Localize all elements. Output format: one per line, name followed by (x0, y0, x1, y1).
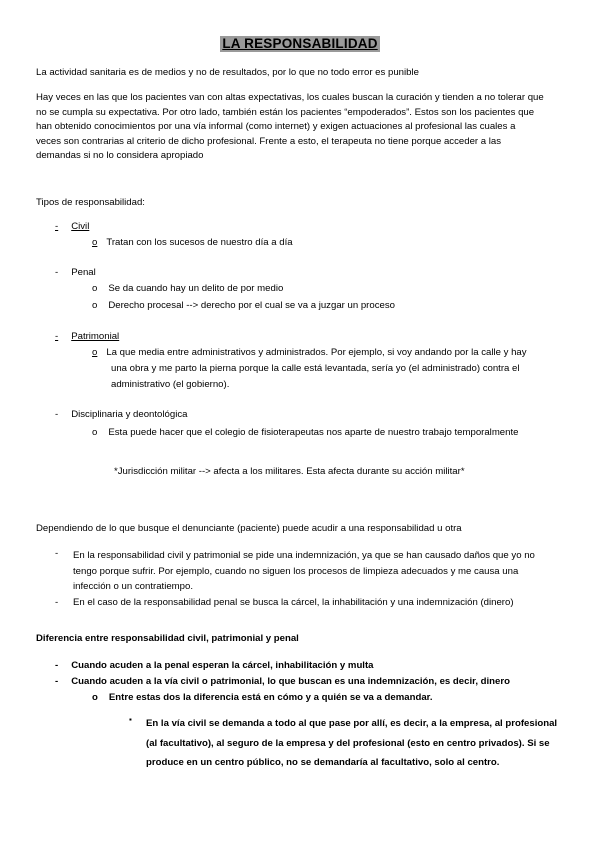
circle-marker: o (92, 237, 98, 248)
disciplinaria-label: Disciplinaria y deontológica (71, 409, 188, 420)
den-item (55, 597, 58, 608)
dash-marker: - (55, 548, 59, 559)
intro-paragraph-line: demandas si no lo considera apropiado (36, 150, 204, 162)
patrimonial-item (55, 331, 119, 342)
circle-marker: o (92, 283, 98, 294)
circle-marker: o (92, 692, 98, 703)
dif-item-text: Cuando acuden a la penal esperan la cárcel, inhabilitación y multa (71, 660, 374, 671)
page-title-wrap (0, 36, 600, 52)
patrimonial-subitem (92, 347, 527, 358)
penal-subitem (92, 300, 395, 311)
civil-subitem (92, 237, 293, 248)
den-item (55, 548, 58, 559)
dif-item (55, 660, 374, 671)
dash-marker: - (55, 676, 59, 687)
den-item-line: tengo porque sufrir. Por ejemplo, cuando no siguen los procesos de limpieza adecuados y me causa una (73, 565, 519, 577)
disciplinaria-item (55, 409, 187, 420)
intro-paragraph (36, 91, 566, 164)
den-item-line: En el caso de la responsabilidad penal se busca la cárcel, la inhabilitación y una indemnización (dinero) (73, 597, 514, 608)
dash-marker: - (55, 409, 59, 420)
dif-sub-text: Entre estas dos la diferencia está en cómo y a quién se va a demandar. (108, 692, 433, 703)
civil-item (55, 221, 89, 232)
civil-label: Civil (71, 221, 90, 232)
dif-subsub-line: En la vía civil se demanda a todo al que pase por allí, es decir, a la empresa, al profesional (146, 718, 558, 729)
dif-subsub (146, 714, 557, 773)
square-marker: ▪ (129, 715, 132, 724)
circle-marker: o (92, 347, 98, 358)
den-item-line: En la responsabilidad civil y patrimonial se pide una indemnización, ya que se han causado daños que yo no (73, 550, 535, 561)
dash-marker: - (55, 221, 59, 232)
dash-marker: - (55, 597, 59, 608)
intro-paragraph-line: Hay veces en las que los pacientes van con altas expectativas, los cuales buscan la curación y tienden a no tolerar que (36, 92, 544, 103)
dif-item-text: Cuando acuden a la vía civil o patrimonial, lo que buscan es una indemnización, es decir, dinero (71, 676, 510, 687)
disciplinaria-subitem (92, 427, 518, 438)
disciplinaria-desc: Esta puede hacer que el colegio de fisioterapeutas nos aparte de nuestro trabajo temporalmente (108, 427, 519, 438)
tipos-heading: Tipos de responsabilidad: (36, 197, 145, 208)
patrimonial-line: una obra y me parto la pierna porque la calle está levantada, sería yo (el administrado) contra el (111, 363, 520, 374)
penal-subitem (92, 283, 283, 294)
dif-subsub-line: (al facultativo), al seguro de la empresa y del profesional (esto en centro privados). Si se (146, 737, 550, 749)
circle-marker: o (92, 300, 98, 311)
patrimonial-line: La que media entre administrativos y administrados. Por ejemplo, si voy andando por la calle y hay (106, 347, 527, 358)
penal-label: Penal (71, 267, 96, 278)
page-title: LA RESPONSABILIDAD (222, 36, 378, 51)
penal-desc-1: Se da cuando hay un delito de por medio (108, 283, 284, 294)
intro-paragraph-line: han obtenido conocimientos por una vía informal (como internet) y exigen actuaciones al profesional las cuales a (36, 121, 516, 133)
penal-item (55, 267, 96, 278)
intro-paragraph-line: no se cumpla su expectativa. Por otro lado, también están los pacientes “empoderados”. Estos son los pacientes que (36, 106, 535, 118)
militar-note: *Jurisdicción militar --> afecta a los militares. Esta afecta durante su acción militar* (114, 466, 465, 477)
intro-line: La actividad sanitaria es de medios y no de resultados, por lo que no todo error es punible (36, 67, 419, 78)
penal-desc-2: Derecho procesal --> derecho por el cual se va a juzgar un proceso (108, 300, 395, 311)
dash-marker: - (55, 660, 59, 671)
den-item-text (73, 548, 535, 595)
denunciante-line: Dependiendo de lo que busque el denunciante (paciente) puede acudir a una responsabilidad u otra (36, 523, 462, 534)
dif-subitem (92, 692, 433, 703)
dash-marker: - (55, 267, 59, 278)
diferencia-heading: Diferencia entre responsabilidad civil, patrimonial y penal (36, 633, 299, 644)
intro-paragraph-line: veces son contrarias al criterio de dicho profesional. Frente a esto, el terapeuta no tiene porque acceder a las (36, 135, 502, 147)
dif-subsub-line: produce en un centro público, no se demandaría al facultativo, solo al centro. (146, 757, 500, 768)
patrimonial-line: administrativo (el gobierno). (111, 379, 230, 390)
dash-marker: - (55, 331, 59, 342)
patrimonial-label: Patrimonial (71, 331, 120, 342)
den-item-line: infección o un contratiempo. (73, 581, 193, 592)
dif-item (55, 676, 510, 687)
circle-marker: o (92, 427, 98, 438)
civil-desc: Tratan con los sucesos de nuestro día a día (106, 237, 293, 248)
